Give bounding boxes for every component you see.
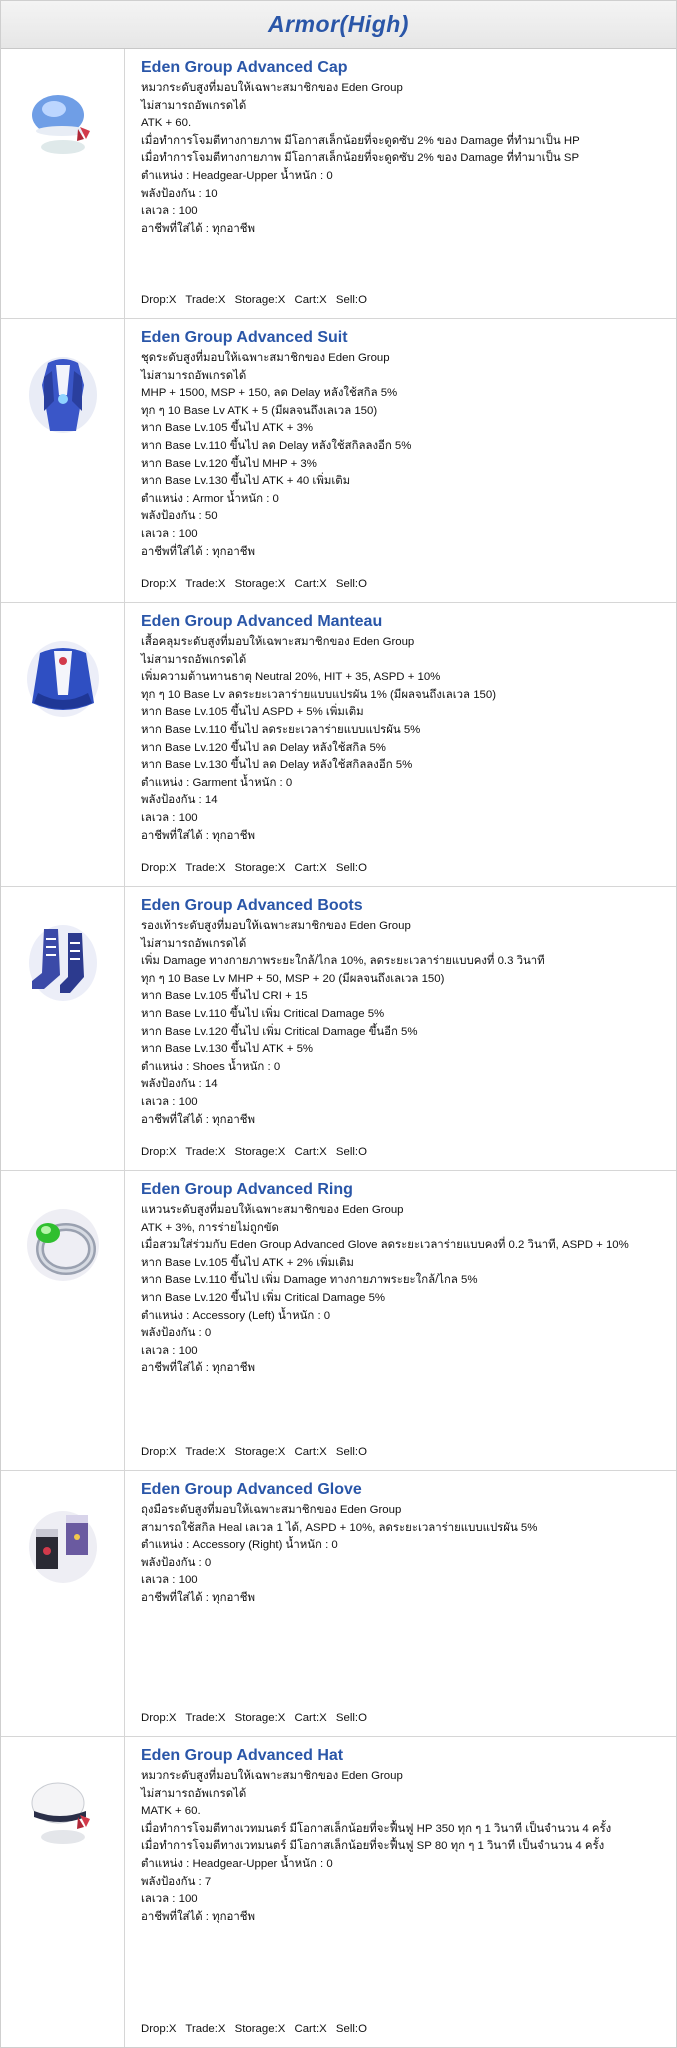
page-title: Armor(High): [268, 11, 409, 37]
item-desc-line: เมื่อทำการโจมตีทางเวทมนตร์ มีโอกาสเล็กน้อยที่จะฟื้นฟู SP 80 ทุก ๆ 1 วินาที เป็นจำนวน 4 ครั้ง: [141, 1840, 605, 1853]
item-desc-line: เพิ่ม Damage ทางกายภาพระยะใกล้/ไกล 10%, ลดระยะเวลาร่ายแบบคงที่ 0.3 วินาที: [141, 955, 545, 968]
item-icon-cell: [1, 1171, 125, 1470]
item-desc-line: พลังป้องกัน : 14: [141, 794, 218, 807]
item-desc-line: เมื่อทำการโจมตีทางเวทมนตร์ มีโอกาสเล็กน้อยที่จะฟื้นฟู HP 350 ทุก ๆ 1 วินาที เป็นจำนวน 4 ครั้ง: [141, 1822, 612, 1835]
item-name: Eden Group Advanced Boots: [141, 897, 363, 914]
item-desc-line: แหวนระดับสูงที่มอบให้เฉพาะสมาชิกของ Eden Group: [141, 1204, 404, 1216]
item-desc-line: ไม่สามารถอัพเกรดได้: [141, 99, 247, 112]
item-desc-line: เพิ่มความต้านทานธาตุ Neutral 20%, HIT + 35, ASPD + 10%: [141, 671, 441, 684]
item-desc-line: อาชีพที่ใส่ได้ : ทุกอาชีพ: [141, 1362, 256, 1375]
item-desc-line: ทุก ๆ 10 Base Lv ลดระยะเวลาร่ายแบบแปรผัน 1% (มีผลจนถึงเลเวล 150): [141, 688, 496, 701]
manteau-icon: [18, 631, 108, 721]
item-desc-line: หาก Base Lv.110 ขึ้นไป ลด Delay หลังใช้สกิลลงอีก 5%: [141, 439, 412, 452]
item-desc-line: พลังป้องกัน : 0: [141, 1327, 212, 1340]
item-desc-line: MATK + 60.: [141, 1805, 201, 1818]
item-desc-line: ไม่สามารถอัพเกรดได้: [141, 937, 247, 950]
cap-icon: [18, 77, 108, 167]
item-desc-line: หาก Base Lv.105 ขึ้นไป ASPD + 5% เพิ่มเติม: [141, 706, 364, 719]
item-row-glove: [1, 1471, 676, 1737]
item-desc-line: หมวกระดับสูงที่มอบให้เฉพาะสมาชิกของ Eden Group: [141, 82, 403, 94]
item-desc-line: หาก Base Lv.105 ขึ้นไป CRI + 15: [141, 990, 308, 1003]
item-desc-line: หาก Base Lv.110 ขึ้นไป ลดระยะเวลาร่ายแบบแปรผัน 5%: [141, 723, 421, 736]
item-desc-line: ทุก ๆ 10 Base Lv MHP + 50, MSP + 20 (มีผลจนถึงเลเวล 150): [141, 972, 445, 985]
title-bar: [1, 1, 676, 49]
item-icon-cell: [1, 603, 125, 886]
item-desc-line: เลเวล : 100: [141, 1344, 198, 1357]
drop-info: Drop:X Trade:X Storage:X Cart:X Sell:O: [141, 862, 367, 874]
item-info: [125, 1737, 676, 2047]
item-desc-line: เสื้อคลุมระดับสูงที่มอบให้เฉพาะสมาชิกของ Eden Group: [141, 636, 415, 648]
item-row-suit: [1, 319, 676, 603]
item-desc-line: หมวกระดับสูงที่มอบให้เฉพาะสมาชิกของ Eden Group: [141, 1770, 403, 1782]
glove-icon: [18, 1499, 108, 1589]
item-desc-line: พลังป้องกัน : 50: [141, 510, 218, 523]
item-desc-line: ไม่สามารถอัพเกรดได้: [141, 1787, 247, 1800]
item-info: [125, 49, 676, 318]
item-desc-line: หาก Base Lv.105 ขึ้นไป ATK + 3%: [141, 422, 314, 435]
item-desc-line: หาก Base Lv.110 ขึ้นไป เพิ่ม Damage ทางกายภาพระยะใกล้/ไกล 5%: [141, 1274, 478, 1287]
boots-icon: [18, 915, 108, 1005]
item-desc-line: พลังป้องกัน : 0: [141, 1556, 212, 1569]
item-desc-line: พลังป้องกัน : 14: [141, 1078, 218, 1091]
item-desc-line: เมื่อทำการโจมตีทางกายภาพ มีโอกาสเล็กน้อยที่จะดูดซับ 2% ของ Damage ที่ทำมาเป็น HP: [141, 134, 580, 147]
item-row-cap: [1, 49, 676, 319]
item-icon-cell: [1, 49, 125, 318]
item-name: Eden Group Advanced Hat: [141, 1747, 344, 1764]
item-desc-line: ตำแหน่ง : Garment น้ำหนัก : 0: [141, 776, 293, 789]
item-desc-line: MHP + 1500, MSP + 150, ลด Delay หลังใช้สกิล 5%: [141, 387, 398, 400]
item-desc-line: ชุดระดับสูงที่มอบให้เฉพาะสมาชิกของ Eden Group: [141, 352, 390, 364]
item-desc-line: เลเวล : 100: [141, 205, 198, 218]
item-desc-line: เลเวล : 100: [141, 1574, 198, 1587]
item-desc-line: ตำแหน่ง : Headgear-Upper น้ำหนัก : 0: [141, 169, 333, 182]
item-row-ring: [1, 1171, 676, 1471]
item-desc-line: หาก Base Lv.130 ขึ้นไป ลด Delay หลังใช้สกิลลงอีก 5%: [141, 759, 413, 772]
drop-info: Drop:X Trade:X Storage:X Cart:X Sell:O: [141, 1712, 367, 1724]
item-desc-line: เลเวล : 100: [141, 1095, 198, 1108]
item-desc-line: หาก Base Lv.110 ขึ้นไป เพิ่ม Critical Damage 5%: [141, 1007, 385, 1020]
item-desc-line: พลังป้องกัน : 7: [141, 1875, 212, 1888]
item-desc-line: หาก Base Lv.130 ขึ้นไป ATK + 5%: [141, 1043, 314, 1056]
suit-icon: [18, 347, 108, 437]
drop-info: Drop:X Trade:X Storage:X Cart:X Sell:O: [141, 1446, 367, 1458]
item-desc-line: เลเวล : 100: [141, 1893, 198, 1906]
ring-icon: [18, 1199, 108, 1289]
item-desc-line: ไม่สามารถอัพเกรดได้: [141, 653, 247, 666]
item-name: Eden Group Advanced Manteau: [141, 613, 383, 630]
item-desc-line: ทุก ๆ 10 Base Lv ATK + 5 (มีผลจนถึงเลเวล 150): [141, 404, 378, 417]
item-desc-line: อาชีพที่ใส่ได้ : ทุกอาชีพ: [141, 829, 256, 842]
item-desc-line: ATK + 60.: [141, 117, 192, 130]
item-name: Eden Group Advanced Suit: [141, 329, 348, 346]
item-desc-line: อาชีพที่ใส่ได้ : ทุกอาชีพ: [141, 222, 256, 235]
item-info: [125, 887, 676, 1170]
item-icon-cell: [1, 1737, 125, 2047]
item-desc-line: สามารถใช้สกิล Heal เลเวล 1 ได้, ASPD + 10%, ลดระยะเวลาร่ายแบบแปรผัน 5%: [141, 1521, 538, 1534]
item-name: Eden Group Advanced Ring: [141, 1181, 353, 1198]
item-info: [125, 1471, 676, 1736]
item-desc-line: หาก Base Lv.120 ขึ้นไป เพิ่ม Critical Damage ขึ้นอีก 5%: [141, 1025, 418, 1038]
drop-info: Drop:X Trade:X Storage:X Cart:X Sell:O: [141, 578, 367, 590]
item-info: [125, 603, 676, 886]
item-icon-cell: [1, 1471, 125, 1736]
item-name: Eden Group Advanced Cap: [141, 59, 348, 76]
item-desc-line: หาก Base Lv.105 ขึ้นไป ATK + 2% เพิ่มเติม: [141, 1256, 354, 1269]
item-desc-line: หาก Base Lv.130 ขึ้นไป ATK + 40 เพิ่มเติม: [141, 475, 351, 488]
item-desc-line: ตำแหน่ง : Accessory (Left) น้ำหนัก : 0: [141, 1309, 331, 1322]
item-desc-line: ATK + 3%, การร่ายไม่ถูกขัด: [141, 1221, 279, 1234]
item-desc-line: เมื่อทำการโจมตีทางกายภาพ มีโอกาสเล็กน้อยที่จะดูดซับ 2% ของ Damage ที่ทำมาเป็น SP: [141, 152, 580, 165]
item-desc-line: หาก Base Lv.120 ขึ้นไป เพิ่ม Critical Damage 5%: [141, 1291, 386, 1304]
item-info: [125, 319, 676, 602]
item-icon-cell: [1, 887, 125, 1170]
item-desc-line: ตำแหน่ง : Headgear-Upper น้ำหนัก : 0: [141, 1857, 333, 1870]
drop-info: Drop:X Trade:X Storage:X Cart:X Sell:O: [141, 294, 367, 306]
item-desc-line: หาก Base Lv.120 ขึ้นไป MHP + 3%: [141, 457, 317, 470]
item-desc-line: เลเวล : 100: [141, 527, 198, 540]
item-info: [125, 1171, 676, 1470]
item-desc-line: ตำแหน่ง : Shoes น้ำหนัก : 0: [141, 1060, 281, 1073]
item-desc-line: อาชีพที่ใส่ได้ : ทุกอาชีพ: [141, 1591, 256, 1604]
item-row-manteau: [1, 603, 676, 887]
item-row-boots: [1, 887, 676, 1171]
drop-info: Drop:X Trade:X Storage:X Cart:X Sell:O: [141, 1146, 367, 1158]
item-desc-line: ตำแหน่ง : Accessory (Right) น้ำหนัก : 0: [141, 1539, 338, 1552]
item-icon-cell: [1, 319, 125, 602]
hat-icon: [18, 1765, 108, 1855]
drop-info: Drop:X Trade:X Storage:X Cart:X Sell:O: [141, 2023, 367, 2035]
item-desc-line: พลังป้องกัน : 10: [141, 187, 218, 200]
item-desc-line: ถุงมือระดับสูงที่มอบให้เฉพาะสมาชิกของ Eden Group: [141, 1504, 402, 1516]
item-desc-line: ตำแหน่ง : Armor น้ำหนัก : 0: [141, 492, 279, 505]
item-desc-line: อาชีพที่ใส่ได้ : ทุกอาชีพ: [141, 1113, 256, 1126]
item-row-hat: [1, 1737, 676, 2047]
item-desc-line: อาชีพที่ใส่ได้ : ทุกอาชีพ: [141, 545, 256, 558]
item-name: Eden Group Advanced Glove: [141, 1481, 362, 1498]
item-desc-line: อาชีพที่ใส่ได้ : ทุกอาชีพ: [141, 1910, 256, 1923]
item-desc-line: ไม่สามารถอัพเกรดได้: [141, 369, 247, 382]
item-desc-line: เมื่อสวมใส่ร่วมกับ Eden Group Advanced Glove ลดระยะเวลาร่ายแบบคงที่ 0.2 วินาที, ASPD + 10%: [141, 1239, 629, 1252]
item-desc-line: เลเวล : 100: [141, 811, 198, 824]
item-desc-line: รองเท้าระดับสูงที่มอบให้เฉพาะสมาชิกของ Eden Group: [141, 920, 411, 932]
item-desc-line: หาก Base Lv.120 ขึ้นไป ลด Delay หลังใช้สกิล 5%: [141, 741, 386, 754]
